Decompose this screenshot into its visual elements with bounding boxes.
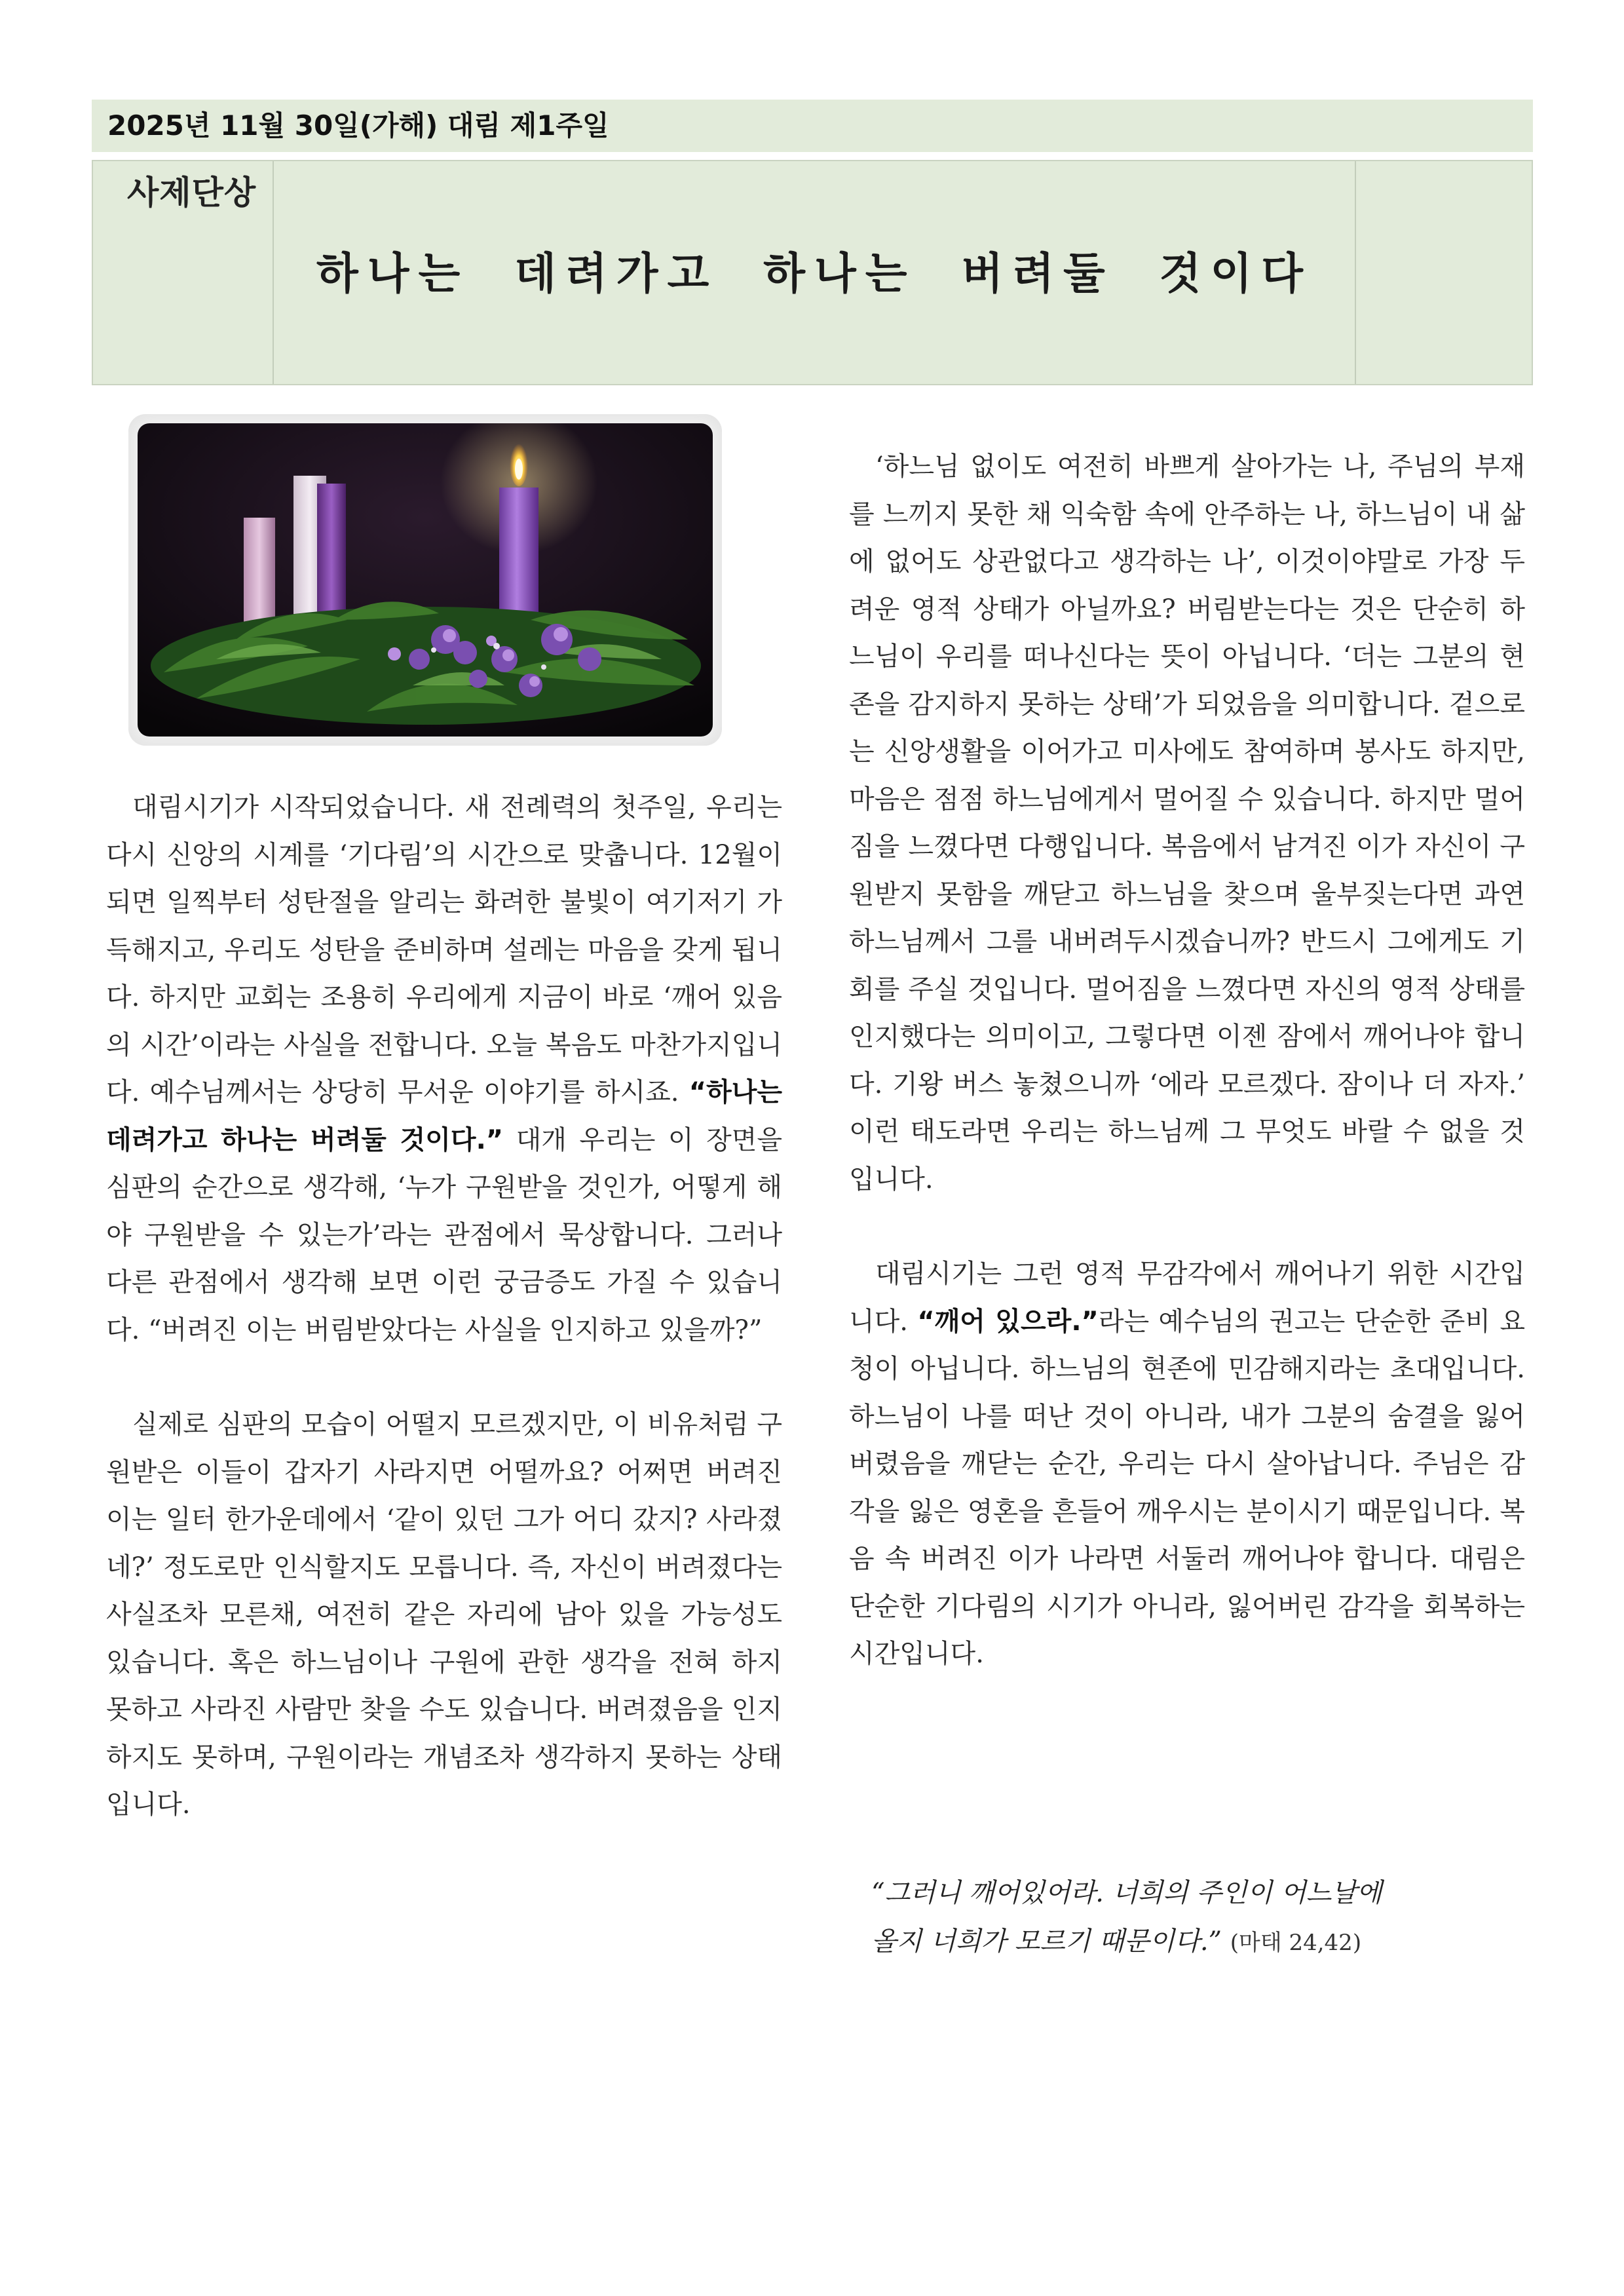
keep-awake-quote: “깨어 있으라.” <box>917 1306 1099 1337</box>
advent-candles-wreath-photo <box>138 423 713 737</box>
column-label: 사제단상 <box>127 174 257 212</box>
advent-photo <box>128 414 722 746</box>
right-paragraph-1: ‘하느님 없이도 여전히 바쁘게 살아가는 나, 주님의 부재를 느끼지 못한 채 익숙함 속에 안주하는 나, 하느님이 내 삶에 없어도 상관없다고 생각하는 나’, 이것이야말로 가장 두려운 영적 상태가 아닐까요? 버림받는다는 것은 단순히 하느님이 우리를 떠나신다는 뜻이 아닙니다. ‘더는 그분의 현존을 감지하지 못하는 상태’가 되었음을 의미합니다. 겉으로는 신앙생활을 이어가고 미사에도 참여하며 봉사도 하지만, 마음은 점점 하느님에게서 멀어질 수 있습니다. 하지만 멀어짐을 느꼈다면 다행입니다. 복음에서 남겨진 이가 자신이 구원받지 못함을 깨닫고 하느님을 찾으며 울부짖는다면 과연 하느님께서 그를 내버려두시겠습니까? 반드시 그에게도 기회를 주실 것입니다. 멀어짐을 느꼈다면 자신의 영적 상태를 인지했다는 의미이고, 그렇다면 이젠 잠에서 깨어나야 합니다. 기왕 버스 놓쳤으니까 ‘에라 모르겠다. 잠이나 더 자자.’ 이런 태도라면 우리는 하느님께 그 무엇도 바랄 수 없을 것입니다. <box>849 451 1525 1195</box>
right-paragraph-2-text-a: 대림시기는 그런 영적 무감각에서 깨어나기 위한 시간입니다. <box>849 1259 1525 1337</box>
right-paragraph-2-text-b: 라는 예수님의 권고는 단순한 준비 요청이 아닙니다. 하느님의 현존에 민감해지라는 초대입니다. 하느님이 나를 떠난 것이 아니라, 내가 그분의 숨결을 잃어버렸음을 깨닫는 순간, 우리는 다시 살아납니다. 주님은 감각을 잃은 영혼을 흔들어 깨우시는 분이시기 때문입니다. 복음 속 버려진 이가 나라면 서둘러 깨어나야 합니다. 대림은 단순한 기다림의 시기가 아니라, 잃어버린 감각을 회복하는 시간입니다. <box>849 1306 1525 1669</box>
gospel-quote: “하나는 데려가고 하나는 버려둘 것이다.” <box>106 1077 782 1155</box>
date-bar <box>92 100 1533 152</box>
left-paragraph-1 <box>106 784 782 1354</box>
left-paragraph-2: 실제로 심판의 모습이 어떨지 모르겠지만, 이 비유처럼 구원받은 이들이 갑자기 사라지면 어떨까요? 어쩌면 버려진 이는 일터 한가운데에서 ‘같이 있던 그가 어디 갔지? 사라졌네?’ 정도로만 인식할지도 모릅니다. 즉, 자신이 버려졌다는 사실조차 모른채, 여전히 같은 자리에 남아 있을 가능성도 있습니다. 혹은 하느님이나 구원에 관한 생각을 전혀 하지 못하고 사라진 사람만 찾을 수도 있습니다. 버려졌음을 인지하지도 못하며, 구원이라는 개념조차 생각하지 못하는 상태입니다. <box>106 1409 782 1820</box>
left-column <box>106 784 782 1829</box>
closing-quote-line-2-text: 올지 너희가 모르기 때문이다.” <box>871 1926 1222 1957</box>
title-header <box>92 160 1533 385</box>
header-divider-right <box>1355 161 1356 384</box>
right-column <box>849 443 1525 1678</box>
page-title: 하나는 데려가고 하나는 버려둘 것이다 <box>316 248 1312 299</box>
closing-quote-line-1: “그러니 깨어있어라. 너희의 주인이 어느날에 <box>871 1878 1382 1908</box>
left-paragraph-1-text-b: 대개 우리는 이 장면을 심판의 순간으로 생각해, ‘누가 구원받을 것인가, 어떻게 해야 구원받을 수 있는가’라는 관점에서 묵상합니다. 그러나 다른 관점에서 생각해 보면 이런 궁금증도 가질 수 있습니다. “버려진 이는 버림받았다는 사실을 인지하고 있을까?” <box>106 1124 782 1345</box>
closing-quote-line-2 <box>871 1917 1526 1967</box>
scripture-reference: (마태 24,42) <box>1230 1930 1362 1956</box>
right-paragraph-2 <box>849 1250 1525 1678</box>
left-paragraph-1-text-a: 대림시기가 시작되었습니다. 새 전례력의 첫주일, 우리는 다시 신앙의 시계를 ‘기다림’의 시간으로 맞춥니다. 12월이 되면 일찍부터 성탄절을 알리는 화려한 불빛이 여기저기 가득해지고, 우리도 성탄을 준비하며 설레는 마음을 갖게 됩니다. 하지만 교회는 조용히 우리에게 지금이 바로 ‘깨어 있음의 시간’이라는 사실을 전합니다. 오늘 복음도 마찬가지입니다. 예수님께서는 상당히 무서운 이야기를 하시죠. <box>106 792 782 1107</box>
date-line: 2025년 11월 30일(가해) 대림 제1주일 <box>107 109 609 142</box>
closing-scripture-quote <box>871 1869 1526 1967</box>
